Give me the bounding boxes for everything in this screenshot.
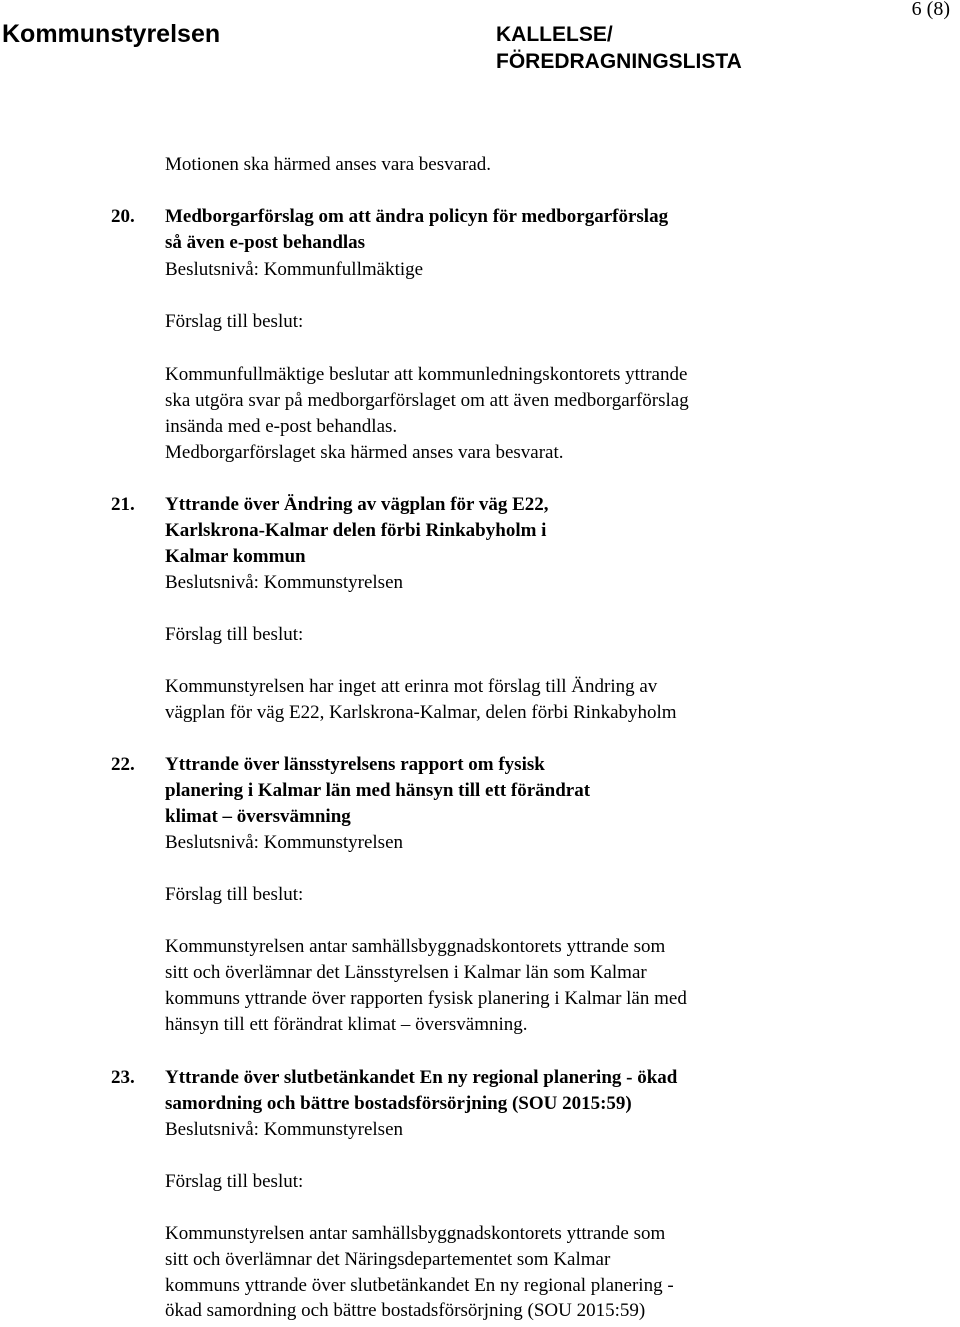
proposal-label: Förslag till beslut: bbox=[165, 624, 304, 645]
item-title-line: planering i Kalmar län med hänsyn till ett förändrat bbox=[165, 780, 591, 801]
proposal-line: ska utgöra svar på medborgarförslaget om att även medborgarförslag bbox=[165, 390, 689, 411]
item-number: 20. bbox=[111, 206, 135, 227]
item-title-line: Karlskrona-Kalmar delen förbi Rinkabyholm i bbox=[165, 520, 547, 541]
decision-level: Beslutsnivå: Kommunstyrelsen bbox=[165, 832, 404, 853]
item-number: 21. bbox=[111, 494, 135, 515]
item-number: 22. bbox=[111, 754, 135, 775]
proposal-line: ökad samordning och bättre bostadsförsörjning (SOU 2015:59) bbox=[165, 1300, 646, 1321]
proposal-line: vägplan för väg E22, Karlskrona-Kalmar, delen förbi Rinkabyholm bbox=[165, 702, 677, 723]
organization-name: Kommunstyrelsen bbox=[2, 20, 221, 48]
proposal-line: Kommunstyrelsen har inget att erinra mot förslag till Ändring av bbox=[165, 676, 658, 697]
document-type-line-2: FÖREDRAGNINGSLISTA bbox=[496, 50, 742, 73]
proposal-line: insända med e-post behandlas. bbox=[165, 416, 398, 437]
intro-text: Motionen ska härmed anses vara besvarad. bbox=[165, 154, 492, 175]
proposal-line: Kommunstyrelsen antar samhällsbyggnadskontorets yttrande som bbox=[165, 936, 666, 957]
item-title-line: Yttrande över länsstyrelsens rapport om fysisk bbox=[165, 754, 545, 775]
decision-level: Beslutsnivå: Kommunfullmäktige bbox=[165, 259, 424, 280]
proposal-line: kommuns yttrande över slutbetänkandet En ny regional planering - bbox=[165, 1275, 674, 1296]
item-title-line: Medborgarförslag om att ändra policyn för medborgarförslag bbox=[165, 206, 669, 227]
document-type bbox=[496, 21, 742, 75]
decision-level: Beslutsnivå: Kommunstyrelsen bbox=[165, 1119, 404, 1140]
item-title-line: klimat – översvämning bbox=[165, 806, 351, 827]
page-number: 6 (8) bbox=[911, 0, 950, 20]
proposal-line: sitt och överlämnar det Näringsdepartementet som Kalmar bbox=[165, 1249, 611, 1270]
item-title-line: Kalmar kommun bbox=[165, 546, 306, 567]
item-number: 23. bbox=[111, 1067, 135, 1088]
item-title-line: samordning och bättre bostadsförsörjning (SOU 2015:59) bbox=[165, 1093, 632, 1114]
proposal-line: kommuns yttrande över rapporten fysisk planering i Kalmar län med bbox=[165, 988, 687, 1009]
item-title-line: Yttrande över slutbetänkandet En ny regional planering - ökad bbox=[165, 1067, 678, 1088]
proposal-line: Kommunstyrelsen antar samhällsbyggnadskontorets yttrande som bbox=[165, 1223, 666, 1244]
proposal-label: Förslag till beslut: bbox=[165, 884, 304, 905]
proposal-line: Medborgarförslaget ska härmed anses vara besvarat. bbox=[165, 442, 564, 463]
proposal-line: Kommunfullmäktige beslutar att kommunledningskontorets yttrande bbox=[165, 364, 688, 385]
decision-level: Beslutsnivå: Kommunstyrelsen bbox=[165, 572, 404, 593]
item-title-line: Yttrande över Ändring av vägplan för väg E22, bbox=[165, 494, 549, 515]
proposal-label: Förslag till beslut: bbox=[165, 311, 304, 332]
document-type-line-1: KALLELSE/ bbox=[496, 23, 613, 46]
item-title-line: så även e-post behandlas bbox=[165, 232, 366, 253]
proposal-line: hänsyn till ett förändrat klimat – översvämning. bbox=[165, 1014, 528, 1035]
proposal-line: sitt och överlämnar det Länsstyrelsen i Kalmar län som Kalmar bbox=[165, 962, 647, 983]
proposal-label: Förslag till beslut: bbox=[165, 1171, 304, 1192]
